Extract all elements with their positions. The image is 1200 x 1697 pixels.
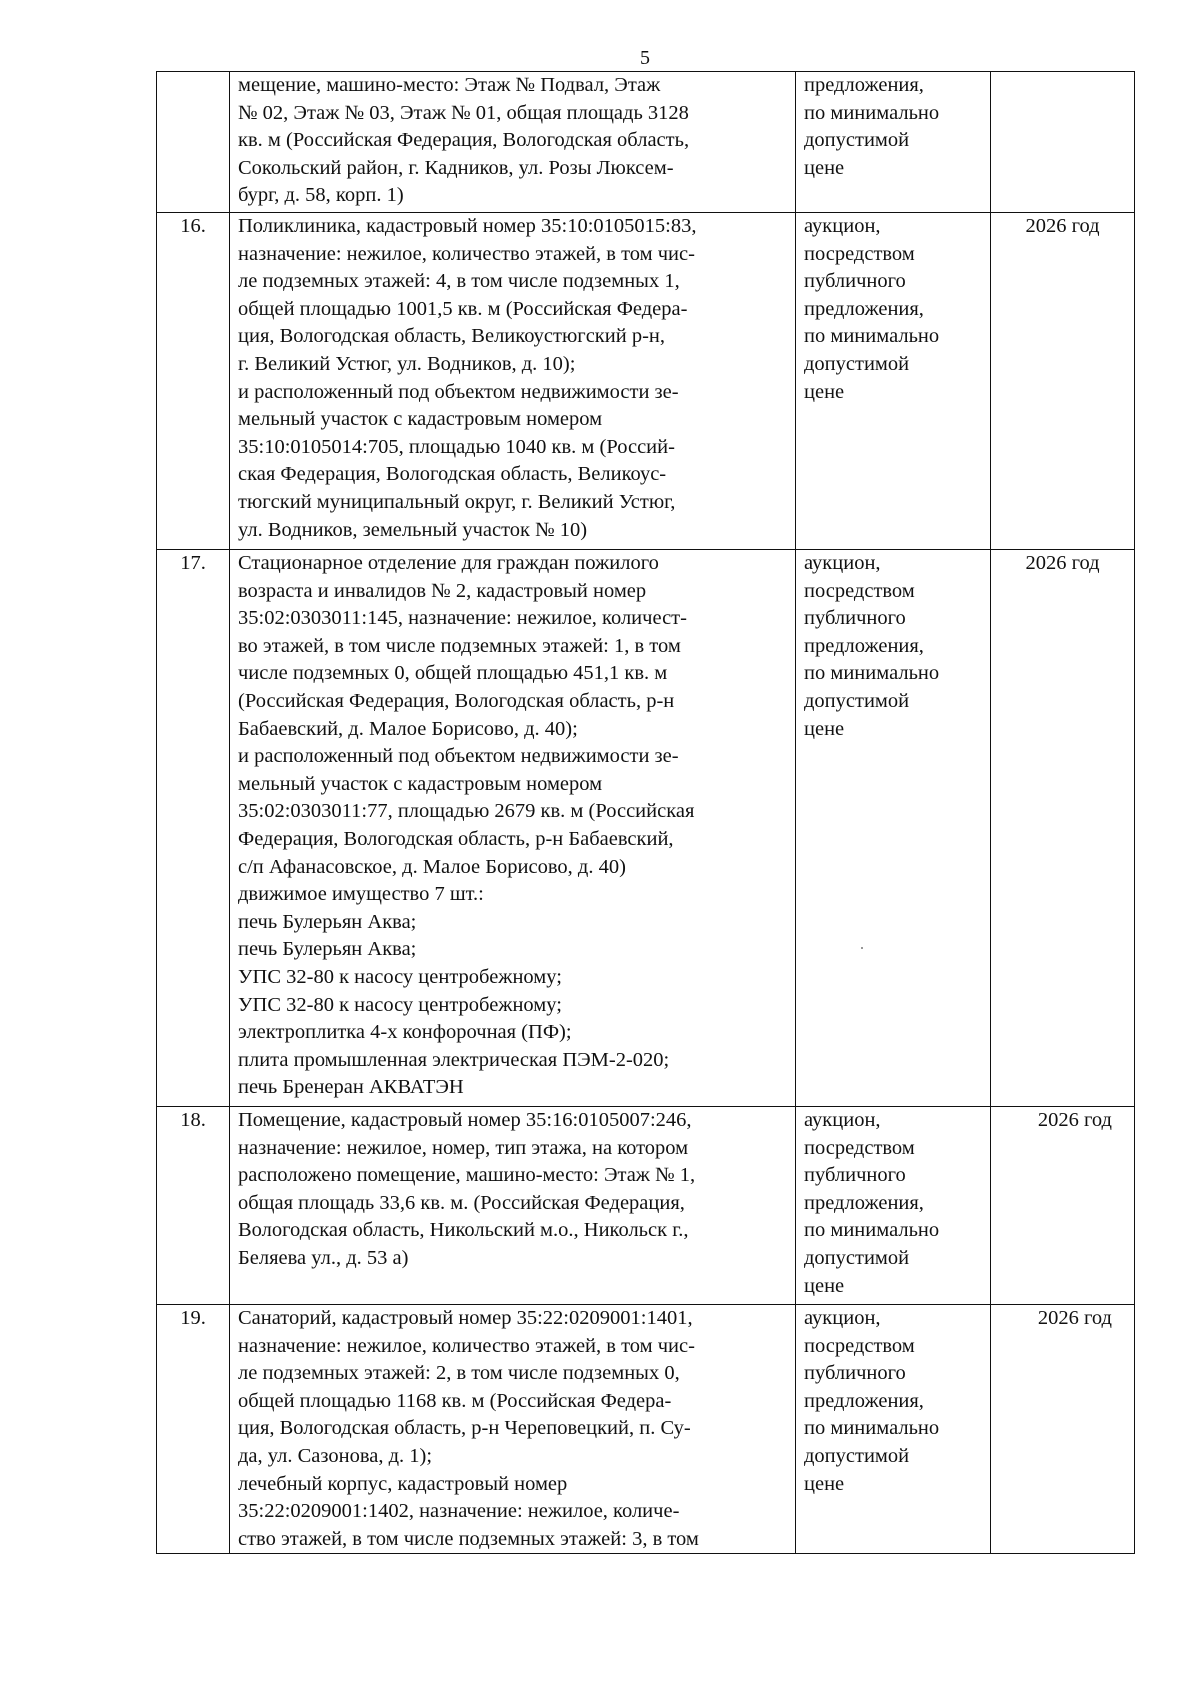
sale-year: 2026 год xyxy=(1025,552,1100,574)
sale-method-line: по минимально xyxy=(804,662,940,685)
sale-year: 2026 год xyxy=(1025,215,1100,237)
description-line: возраста и инвалидов № 2, кадастровый номер xyxy=(238,579,647,602)
description-line: назначение: нежилое, количество этажей, в том чис- xyxy=(238,242,695,265)
description-line: с/п Афанасовское, д. Малое Борисово, д. 40) xyxy=(238,855,626,878)
description-line: УПС 32-80 к насосу центробежному; xyxy=(238,965,562,988)
table-row xyxy=(157,1107,1135,1305)
row-number-cell xyxy=(157,72,230,213)
property-description-cell xyxy=(230,550,796,1107)
sale-method-line: цене xyxy=(804,380,845,403)
description-line: печь Булерьян Аква; xyxy=(238,938,417,961)
row-number-cell xyxy=(157,1107,230,1305)
sale-method-cell xyxy=(796,72,991,213)
row-number: 16. xyxy=(180,215,206,237)
sale-method-line: посредством xyxy=(804,1136,915,1159)
description-line: Вологодская область, Никольский м.о., Никольск г., xyxy=(238,1219,689,1242)
description-line: Поликлиника, кадастровый номер 35:10:0105015:83, xyxy=(238,215,697,237)
description-line: общей площадью 1001,5 кв. м (Российская Федера- xyxy=(238,297,688,320)
description-line: бург, д. 58, корп. 1) xyxy=(238,184,404,207)
sale-method-line: предложения, xyxy=(804,1389,924,1412)
description-line: мещение, машино-место: Этаж № Подвал, Этаж xyxy=(238,74,661,96)
sale-method-line: по минимально xyxy=(804,325,940,348)
description-line: и расположенный под объектом недвижимости зе- xyxy=(238,745,679,768)
sale-method-line: допустимой xyxy=(804,689,910,712)
row-number-cell xyxy=(157,1305,230,1554)
description-line: числе подземных 0, общей площадью 451,1 кв. м xyxy=(238,662,668,685)
property-description-cell xyxy=(230,213,796,550)
sale-method-line: допустимой xyxy=(804,1246,910,1269)
description-line: № 02, Этаж № 03, Этаж № 01, общая площадь 3128 xyxy=(238,101,689,124)
table-row xyxy=(157,1305,1135,1554)
description-line: лечебный корпус, кадастровый номер xyxy=(238,1472,568,1495)
property-description-cell xyxy=(230,1107,796,1305)
description-line: 35:10:0105014:705, площадью 1040 кв. м (Россий- xyxy=(238,435,675,458)
description-line: Помещение, кадастровый номер 35:16:0105007:246, xyxy=(238,1109,692,1131)
sale-year-cell xyxy=(991,72,1135,213)
description-line: расположено помещение, машино-место: Этаж № 1, xyxy=(238,1164,696,1187)
sale-method-cell xyxy=(796,1107,991,1305)
row-number-cell xyxy=(157,213,230,550)
sale-method-line: цене xyxy=(804,156,845,179)
description-line: назначение: нежилое, количество этажей, в том чис- xyxy=(238,1334,695,1357)
description-line: ул. Водников, земельный участок № 10) xyxy=(238,518,588,541)
sale-method-line: по минимально xyxy=(804,1219,940,1242)
description-line: мельный участок с кадастровым номером xyxy=(238,772,603,795)
sale-method-line: аукцион, xyxy=(804,1109,881,1131)
description-line: мельный участок с кадастровым номером xyxy=(238,408,603,431)
sale-method-line: посредством xyxy=(804,1334,915,1357)
description-line: кв. м (Российская Федерация, Вологодская область, xyxy=(238,129,690,152)
sale-method-line: публичного xyxy=(804,1164,906,1187)
sale-method-line: по минимально xyxy=(804,101,940,124)
sale-year-cell xyxy=(991,213,1135,550)
sale-method-line: публичного xyxy=(804,607,906,630)
row-number: 18. xyxy=(180,1109,206,1131)
sale-year: 2026 год xyxy=(1037,1307,1112,1329)
sale-method-line: аукцион, xyxy=(804,1307,881,1329)
sale-method-line: посредством xyxy=(804,579,915,602)
sale-method-line: публичного xyxy=(804,1362,906,1385)
sale-method-line: цене xyxy=(804,1472,845,1495)
sale-method-line: предложения, xyxy=(804,1191,924,1214)
sale-method-line: предложения, xyxy=(804,634,924,657)
sale-method-line: посредством xyxy=(804,242,915,265)
sale-method-line: аукцион, xyxy=(804,215,881,237)
sale-method-line: по минимально xyxy=(804,1417,940,1440)
sale-method-line: публичного xyxy=(804,270,906,293)
sale-year-cell xyxy=(991,1305,1135,1554)
description-line: Бабаевский, д. Малое Борисово, д. 40); xyxy=(238,717,578,740)
description-line: печь Бренеран АКВАТЭН xyxy=(238,1076,464,1099)
description-line: печь Булерьян Аква; xyxy=(238,910,417,933)
sale-method-line: допустимой xyxy=(804,129,910,152)
description-line: ция, Вологодская область, р-н Череповецкий, п. Су- xyxy=(238,1417,691,1440)
sale-method-line: допустимой xyxy=(804,352,910,375)
sale-method-line: аукцион, xyxy=(804,552,881,574)
sale-method-line: цене xyxy=(804,717,845,740)
description-line: и расположенный под объектом недвижимости зе- xyxy=(238,380,679,403)
description-line: во этажей, в том числе подземных этажей: 1, в том xyxy=(238,634,681,657)
description-line: Санаторий, кадастровый номер 35:22:0209001:1401, xyxy=(238,1307,693,1329)
description-line: тюгский муниципальный округ, г. Великий Устюг, xyxy=(238,490,676,513)
property-table-body xyxy=(157,72,1135,1554)
row-number: 19. xyxy=(180,1307,206,1329)
description-line: г. Великий Устюг, ул. Водников, д. 10); xyxy=(238,352,576,375)
description-line: ле подземных этажей: 4, в том числе подземных 1, xyxy=(238,270,680,293)
sale-method-line: предложения, xyxy=(804,74,924,96)
scan-speck xyxy=(861,947,863,949)
description-line: ле подземных этажей: 2, в том числе подземных 0, xyxy=(238,1362,680,1385)
description-line: электроплитка 4-х конфорочная (ПФ); xyxy=(238,1021,572,1044)
page-number: 5 xyxy=(640,47,650,69)
description-line: УПС 32-80 к насосу центробежному; xyxy=(238,993,562,1016)
description-line: Сокольский район, г. Кадников, ул. Розы Люксем- xyxy=(238,156,674,179)
table-row xyxy=(157,213,1135,550)
table-row xyxy=(157,550,1135,1107)
description-line: ская Федерация, Вологодская область, Великоус- xyxy=(238,463,667,486)
sale-year: 2026 год xyxy=(1037,1109,1112,1131)
description-line: движимое имущество 7 шт.: xyxy=(238,883,484,906)
description-line: (Российская Федерация, Вологодская область, р-н xyxy=(238,689,675,712)
sale-year-cell xyxy=(991,550,1135,1107)
sale-method-cell xyxy=(796,550,991,1107)
sale-method-line: допустимой xyxy=(804,1444,910,1467)
description-line: ция, Вологодская область, Великоустюгский р-н, xyxy=(238,325,665,348)
description-line: плита промышленная электрическая ПЭМ-2-020; xyxy=(238,1048,670,1071)
description-line: Стационарное отделение для граждан пожилого xyxy=(238,552,659,574)
property-table xyxy=(156,71,1135,1554)
description-line: общей площадью 1168 кв. м (Российская Федера- xyxy=(238,1389,672,1412)
description-line: общая площадь 33,6 кв. м. (Российская Федерация, xyxy=(238,1191,685,1214)
row-number-cell xyxy=(157,550,230,1107)
sale-method-cell xyxy=(796,1305,991,1554)
property-description-cell xyxy=(230,1305,796,1554)
sale-year-cell xyxy=(991,1107,1135,1305)
description-line: 35:02:0303011:77, площадью 2679 кв. м (Российская xyxy=(238,800,695,823)
description-line: да, ул. Сазонова, д. 1); xyxy=(238,1444,433,1467)
row-number: 17. xyxy=(180,552,206,574)
description-line: назначение: нежилое, номер, тип этажа, на котором xyxy=(238,1136,689,1159)
description-line: 35:22:0209001:1402, назначение: нежилое, количе- xyxy=(238,1500,680,1523)
description-line: Беляева ул., д. 53 а) xyxy=(238,1246,409,1269)
table-row xyxy=(157,72,1135,213)
description-line: 35:02:0303011:145, назначение: нежилое, количест- xyxy=(238,607,687,630)
description-line: ство этажей, в том числе подземных этажей: 3, в том xyxy=(238,1527,699,1550)
sale-method-line: предложения, xyxy=(804,297,924,320)
description-line: Федерация, Вологодская область, р-н Бабаевский, xyxy=(238,827,674,850)
sale-method-line: цене xyxy=(804,1274,845,1297)
sale-method-cell xyxy=(796,213,991,550)
property-description-cell xyxy=(230,72,796,213)
